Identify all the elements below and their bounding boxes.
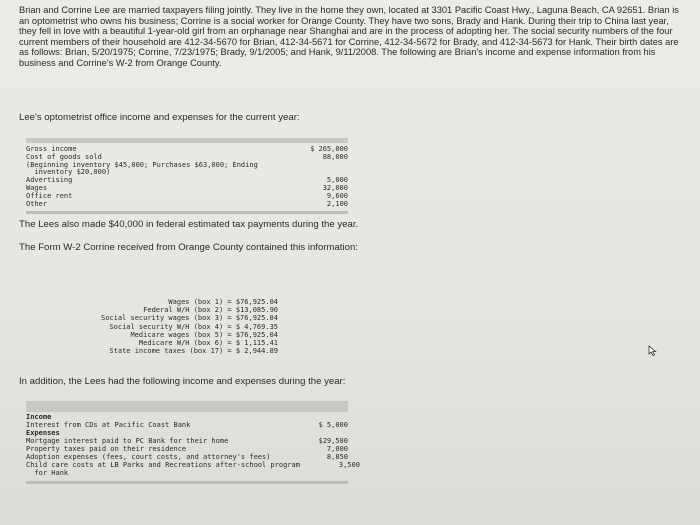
income-rows <box>26 421 348 429</box>
table-row <box>26 461 360 469</box>
table-row <box>26 445 348 453</box>
row-amount <box>288 162 348 170</box>
row-label: inventory $20,000) <box>26 168 111 177</box>
table-row <box>26 421 348 429</box>
w2-line: Social security wages (box 3) = $76,925.04 <box>100 314 278 323</box>
additional-caption: In addition, the Lees had the following income and expenses during the year: <box>19 376 346 387</box>
table-bottom-rule <box>26 481 348 484</box>
table-row <box>26 453 348 461</box>
office-income-table <box>26 138 348 214</box>
estimated-tax-text: The Lees also made $40,000 in federal estimated tax payments during the year. <box>19 219 359 230</box>
row-amount: 3,500 <box>338 461 360 469</box>
w2-line: Social security W/H (box 4) = $ 4,769.35 <box>109 322 278 331</box>
w2-block <box>18 298 278 355</box>
row-label: Property taxes paid on their residence <box>26 445 187 453</box>
row-label: Advertising <box>26 176 73 185</box>
row-amount: 5,000 <box>326 176 348 185</box>
row-label: Cost of goods sold <box>26 152 102 161</box>
w2-caption: The Form W-2 Corrine received from Orange County contained this information: <box>19 242 358 253</box>
office-caption: Lee's optometrist office income and expenses for the current year: <box>19 112 300 123</box>
mouse-cursor-icon <box>648 345 657 356</box>
table-row <box>26 185 348 193</box>
row-label: Mortgage interest paid to PC Bank for their home <box>26 437 229 445</box>
w2-line: Medicare W/H (box 6) = $ 1,115.41 <box>138 339 278 348</box>
office-rows <box>26 143 348 211</box>
w2-line: Medicare wages (box 5) = $76,925.04 <box>130 330 278 339</box>
table-row <box>26 177 348 185</box>
expenses-header: Expenses <box>26 429 60 437</box>
row-label: Other <box>26 199 48 208</box>
income-header: Income <box>26 413 52 421</box>
row-label: Gross income <box>26 145 77 153</box>
additional-income-table <box>26 401 360 484</box>
expense-rows <box>26 437 360 477</box>
w2-line: Federal W/H (box 2) = $13,085.90 <box>143 306 278 315</box>
row-label: Wages <box>26 183 48 192</box>
table-row <box>26 169 348 177</box>
table-row <box>26 469 348 477</box>
intro-paragraph: Brian and Corrine Lee are married taxpayers filing jointly. They live in the home they own, located at 3301 Pacific Coast Hwy., Laguna Beach, CA 92651. Brian is an optometrist who owns his business; Corrine is a social worker for Orange County. They have two sons, Brady and Hank. During their trip to China last year, they fell in love with a beautiful 1-year-old girl from an orphanage near Shanghai and are in the process of adopting her. The social security numbers of the four current members of their household are 412-34-5670 for Brian, 412-34-5671 for Corrine, 412-34-5672 for Brady, and 412-34-5673 for Hank. Their birth dates are as follows: Brian, 5/20/1975; Corrine, 7/23/1975; Brady, 9/1/2005; and Hank, 9/11/2008. The following are Brian's income and expense information from his business and Corrine's W-2 from Orange County. <box>19 5 679 68</box>
row-amount: 9,600 <box>326 191 348 200</box>
row-amount: 2,100 <box>326 199 348 208</box>
table-row <box>26 193 348 201</box>
row-amount: 7,000 <box>326 445 348 453</box>
table-bottom-rule <box>26 211 348 214</box>
row-amount: 8,850 <box>326 453 348 461</box>
row-amount: $29,500 <box>318 437 348 445</box>
w2-line: Wages (box 1) = $76,925.04 <box>168 298 278 306</box>
table-row <box>26 201 348 209</box>
row-amount <box>288 469 348 477</box>
table-top-rule <box>26 401 348 412</box>
row-amount: 32,000 <box>322 183 348 192</box>
row-label: Child care costs at LB Parks and Recreations after-school program <box>26 461 300 469</box>
row-label: for Hank <box>26 469 69 477</box>
row-label: Interest from CDs at Pacific Coast Bank <box>26 421 191 429</box>
w2-line: State income taxes (box 17) = $ 2,944.89 <box>109 347 278 356</box>
row-amount: $ 265,000 <box>310 145 348 153</box>
row-label: Office rent <box>26 191 73 200</box>
row-amount: $ 5,000 <box>318 421 348 429</box>
row-label: Adoption expenses (fees, court costs, and attorney's fees) <box>26 453 271 461</box>
row-label: (Beginning inventory $45,000; Purchases $63,000; Ending <box>26 160 258 169</box>
table-row <box>26 437 348 445</box>
row-amount: 88,000 <box>322 152 348 161</box>
